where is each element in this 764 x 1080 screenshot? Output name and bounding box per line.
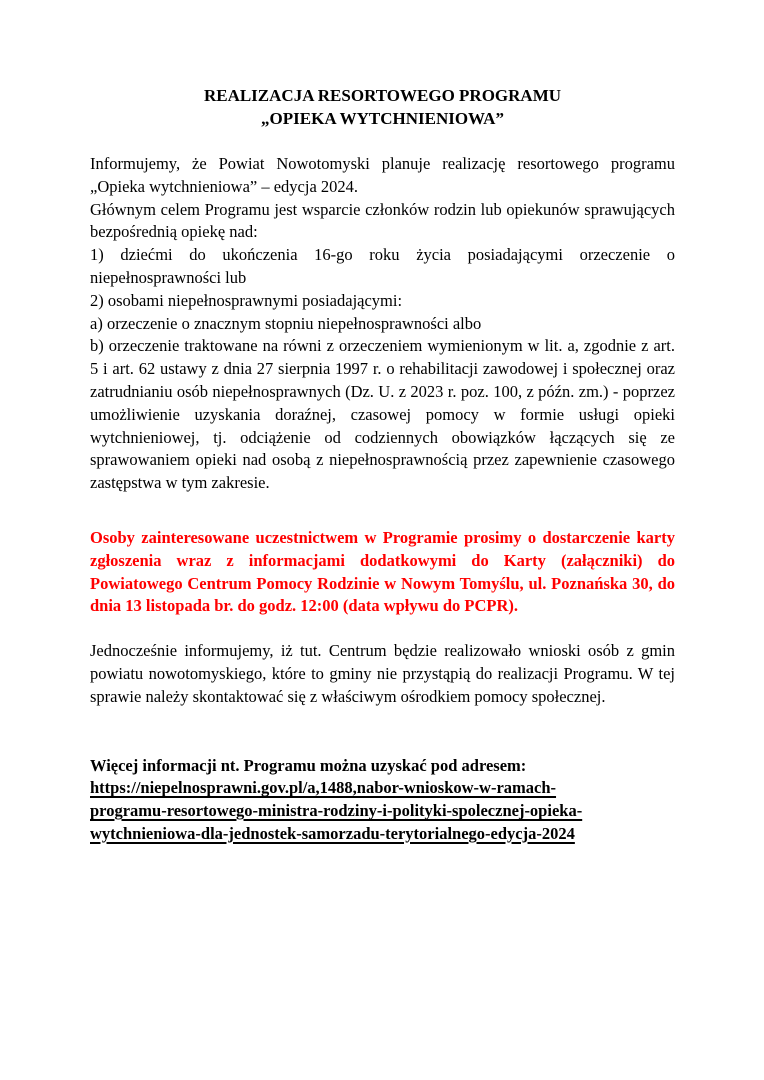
more-info-heading: Więcej informacji nt. Programu można uzyskać pod adresem: xyxy=(90,755,527,775)
title-line-2: „OPIEKA WYTCHNIENIOWA” xyxy=(261,109,504,128)
list-item-2a: a) orzeczenie o znacznym stopniu niepełnosprawności albo xyxy=(90,313,482,333)
paragraph-local-info: Jednocześnie informujemy, iż tut. Centrum będzie realizowało wnioski osób z gmin powiatu nowotomyskiego, które to gminy nie przystąpią do realizacji Programu. W tej sprawie należy skontaktować się z właściwym ośrodkiem pomocy społecznej. xyxy=(90,641,675,706)
program-info-link-line-2[interactable]: programu-resortowego-ministra-rodziny-i-polityki-spolecznej-opieka- xyxy=(90,801,583,821)
title-line-1: REALIZACJA RESORTOWEGO PROGRAMU xyxy=(203,86,562,105)
more-info-section xyxy=(90,755,675,846)
program-info-link[interactable] xyxy=(90,777,582,845)
paragraph-intro: Informujemy, że Powiat Nowotomyski planuje realizację resortowego programu „Opieka wytchnieniowa” – edycja 2024. xyxy=(90,154,675,196)
list-item-2: 2) osobami niepełnosprawnymi posiadającymi: xyxy=(90,290,403,310)
document-title xyxy=(90,84,675,130)
list-item-2b: b) orzeczenie traktowane na równi z orzeczeniem wymienionym w lit. a, zgodnie z art. 5 i art. 62 ustawy z dnia 27 sierpnia 1997 r. o rehabilitacji zawodowej i społecznej oraz zatrudnianiu osób niepełnosprawnych (Dz. U. z 2023 r. poz. 100, z późn. zm.) - poprzez umożliwienie uzyskania doraźnej, czasowej pomocy w formie usługi opieki wytchnieniowej, tj. odciążenie od codziennych obowiązków łączących się ze sprawowaniem opieki nad osobą z niepełnosprawnością przez zapewnienie czasowego zastępstwa w tym zakresie. xyxy=(90,336,675,493)
notice-paragraph: Osoby zainteresowane uczestnictwem w Programie prosimy o dostarczenie karty zgłoszenia wraz z informacjami dodatkowymi do Karty (załączniki) do Powiatowego Centrum Pomocy Rodzinie w Nowym Tomyślu, ul. Poznańska 30, do dnia 13 listopada br. do godz. 12:00 (data wpływu do PCPR). xyxy=(90,527,675,616)
list-item-1: 1) dziećmi do ukończenia 16-go roku życia posiadającymi orzeczenie o niepełnosprawności lub xyxy=(90,245,675,287)
program-info-link-line-1[interactable]: https://niepelnosprawni.gov.pl/a,1488,nabor-wnioskow-w-ramach- xyxy=(90,778,557,798)
paragraph-goal: Głównym celem Programu jest wsparcie członków rodzin lub opiekunów sprawujących bezpośrednią opiekę nad: xyxy=(90,199,675,242)
program-info-link-line-3[interactable]: wytchnieniowa-dla-jednostek-samorzadu-terytorialnego-edycja-2024 xyxy=(90,823,575,843)
